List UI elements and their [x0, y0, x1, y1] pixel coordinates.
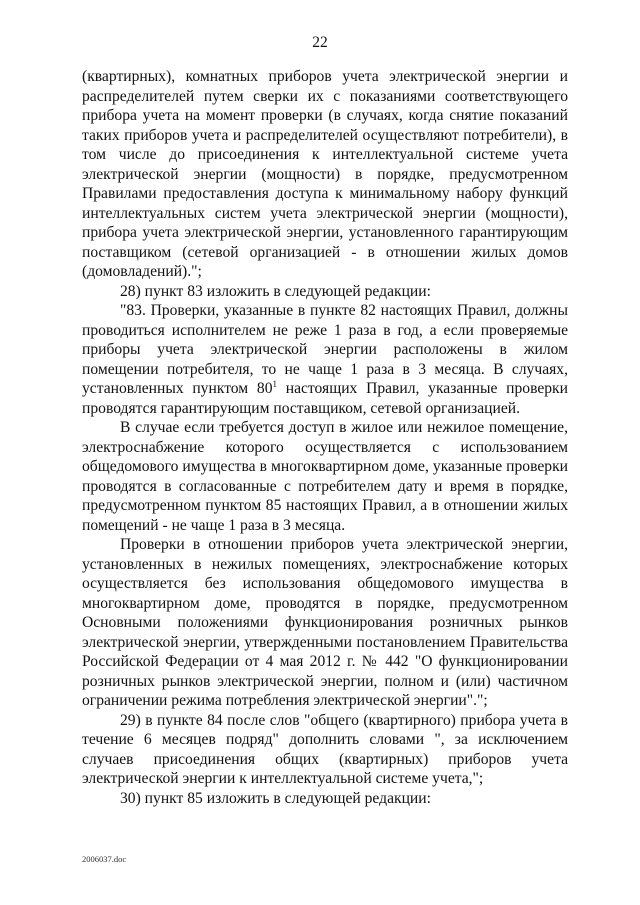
paragraph-point-83-text-end: настоящих Правил, указанные проверки проводятся гарантирующим поставщиком, сетевой организацией.	[82, 380, 568, 417]
paragraph-item-30: 30) пункт 85 изложить в следующей редакции:	[120, 789, 431, 807]
paragraph-item-29: 29) в пункте 84 после слов "общего (квартирного) прибора учета в течение 6 месяцев подряд" дополнить словами ", за исключением случаев присоединения общих (квартирных) приборов учета электрической энергии к интеллектуальной системе учета,";	[82, 711, 568, 787]
paragraph-item-28: 28) пункт 83 изложить в следующей редакции:	[120, 282, 431, 300]
document-body	[82, 67, 568, 808]
page-number: 22	[312, 34, 328, 51]
paragraph-nonresidential-clause: Проверки в отношении приборов учета электрической энергии, установленных в нежилых помещениях, электроснабжение которых осуществляется без использования общедомового имущества в многоквартирном доме, проводятся в порядке, предусмотренном Основными положениями функционирования розничных рынков электрической энергии, утвержденными постановлением Правительства Российской Федерации от 4 мая 2012 г. № 442 "О функционировании розничных рынков электрической энергии, полном и (или) частичном ограничении режима потребления электрической энергии".";	[82, 536, 568, 709]
superscript-reference: 1	[272, 379, 277, 389]
paragraph-point-83-text: "83. Проверки, указанные в пункте 82 настоящих Правил, должны проводиться исполнителем не реже 1 раза в год, а если проверяемые приборы учета электрической энергии расположены в жилом помещении потребителя, то не чаще 1 раза в 3 месяца. В случаях, установленных пунктом 80	[82, 302, 568, 397]
paragraph-point-83	[82, 301, 568, 418]
paragraph-access-clause: В случае если требуется доступ в жилое или нежилое помещение, электроснабжение которого осуществляется с использованием общедомового имущества в многоквартирном доме, указанные проверки проводятся в согласованные с потребителем дату и время в порядке, предусмотренном пунктом 85 настоящих Правил, а в отношении жилых помещений - не чаще 1 раза в 3 месяца.	[82, 419, 568, 534]
document-file-id: 2006037.doc	[82, 854, 127, 864]
paragraph-continuation: (квартирных), комнатных приборов учета электрической энергии и распределителей путем сверки их с показаниями соответствующего прибора учета на момент проверки (в случаях, когда снятие показаний таких приборов учета и распределителей осуществляют потребители), в том числе до присоединения к интеллектуальной системе учета электрической энергии (мощности) в порядке, предусмотренном Правилами предоставления доступа к минимальному набору функций интеллектуальных систем учета электрической энергии (мощности), прибора учета электрической энергии, установленного гарантирующим поставщиком (сетевой организацией - в отношении жилых домов (домовладений).";	[82, 68, 568, 280]
